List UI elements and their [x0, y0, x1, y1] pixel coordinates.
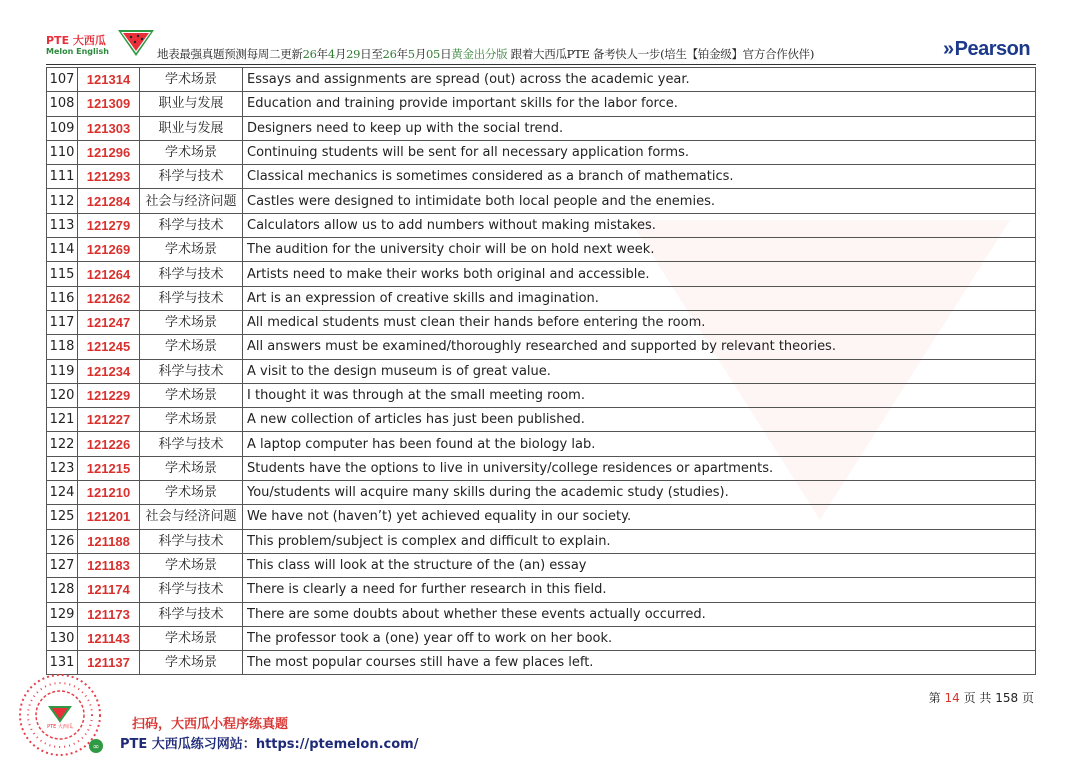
row-number: 129	[47, 602, 78, 626]
table-row	[47, 651, 1036, 675]
row-number: 117	[47, 310, 78, 334]
question-category: 学术场景	[140, 481, 243, 505]
row-number: 131	[47, 651, 78, 675]
question-text: A laptop computer has been found at the biology lab.	[243, 432, 1036, 456]
page-label: 第	[928, 691, 941, 705]
question-category: 科学与技术	[140, 578, 243, 602]
question-category: 科学与技术	[140, 286, 243, 310]
question-text: All medical students must clean their hands before entering the room.	[243, 310, 1036, 334]
question-text: Continuing students will be sent for all necessary application forms.	[243, 140, 1036, 164]
question-id: 121269	[78, 238, 140, 262]
question-text: Castles were designed to intimidate both local people and the enemies.	[243, 189, 1036, 213]
header-edition: 黄金出分版	[451, 47, 508, 61]
question-category: 社会与经济问题	[140, 505, 243, 529]
table-row	[47, 505, 1036, 529]
question-text: Education and training provide important skills for the labor force.	[243, 92, 1036, 116]
question-id: 121264	[78, 262, 140, 286]
question-text: The audition for the university choir will be on hold next week.	[243, 238, 1036, 262]
question-text: The professor took a (one) year off to work on her book.	[243, 626, 1036, 650]
header-banner	[157, 46, 814, 62]
question-text: Art is an expression of creative skills and imagination.	[243, 286, 1036, 310]
table-row	[47, 553, 1036, 577]
question-text: A new collection of articles has just been published.	[243, 408, 1036, 432]
table-row	[47, 626, 1036, 650]
table-row	[47, 140, 1036, 164]
row-number: 111	[47, 165, 78, 189]
table-row	[47, 578, 1036, 602]
question-category: 学术场景	[140, 456, 243, 480]
page-current: 14	[944, 691, 960, 705]
header-divider	[46, 64, 1036, 65]
question-text: We have not (haven’t) yet achieved equality in our society.	[243, 505, 1036, 529]
table-row	[47, 92, 1036, 116]
question-text: There are some doubts about whether these events actually occurred.	[243, 602, 1036, 626]
table-row	[47, 432, 1036, 456]
question-id: 121293	[78, 165, 140, 189]
question-category: 学术场景	[140, 383, 243, 407]
question-category: 科学与技术	[140, 262, 243, 286]
logo-subtitle: Melon English	[46, 47, 109, 56]
question-id: 121143	[78, 626, 140, 650]
question-text: I thought it was through at the small meeting room.	[243, 383, 1036, 407]
question-id: 121188	[78, 529, 140, 553]
question-id: 121303	[78, 116, 140, 140]
footer-scan-prompt: 扫码，大西瓜小程序练真题	[132, 717, 289, 732]
header-label: 月	[414, 47, 427, 61]
row-number: 109	[47, 116, 78, 140]
brand-logo	[46, 26, 161, 66]
table-row	[47, 238, 1036, 262]
question-id: 121210	[78, 481, 140, 505]
header-label: 年	[316, 47, 328, 61]
question-text: This class will look at the structure of the (an) essay	[243, 553, 1036, 577]
page-indicator	[929, 689, 1034, 706]
question-category: 职业与发展	[140, 116, 243, 140]
question-category: 学术场景	[140, 335, 243, 359]
question-text: Designers need to keep up with the social trend.	[243, 116, 1036, 140]
table-row	[47, 383, 1036, 407]
question-category: 科学与技术	[140, 602, 243, 626]
pearson-wordmark: Pearson	[954, 38, 1031, 60]
header-day1: 29	[346, 47, 361, 61]
table-row	[47, 262, 1036, 286]
question-id: 121309	[78, 92, 140, 116]
question-text: Essays and assignments are spread (out) across the academic year.	[243, 68, 1036, 92]
question-id: 121183	[78, 553, 140, 577]
question-id: 121173	[78, 602, 140, 626]
question-table	[46, 67, 1036, 675]
question-category: 科学与技术	[140, 529, 243, 553]
table-row	[47, 481, 1036, 505]
question-id: 121296	[78, 140, 140, 164]
table-row	[47, 335, 1036, 359]
row-number: 126	[47, 529, 78, 553]
table-row	[47, 529, 1036, 553]
question-id: 121227	[78, 408, 140, 432]
table-row	[47, 165, 1036, 189]
page-label: 页	[1021, 691, 1034, 705]
row-number: 118	[47, 335, 78, 359]
row-number: 125	[47, 505, 78, 529]
row-number: 115	[47, 262, 78, 286]
row-number: 113	[47, 213, 78, 237]
question-id: 121226	[78, 432, 140, 456]
logo-title: PTE 大西瓜	[46, 34, 106, 47]
question-id: 121215	[78, 456, 140, 480]
website-link[interactable]: https://ptemelon.com/	[255, 737, 419, 752]
row-number: 116	[47, 286, 78, 310]
question-id: 121201	[78, 505, 140, 529]
question-id: 121262	[78, 286, 140, 310]
question-category: 学术场景	[140, 408, 243, 432]
question-id: 121137	[78, 651, 140, 675]
table-row	[47, 310, 1036, 334]
header-day2: 05	[426, 47, 441, 61]
wechat-icon-glyph: ∞	[92, 742, 100, 751]
question-table-body	[47, 68, 1036, 675]
question-id: 121279	[78, 213, 140, 237]
row-number: 121	[47, 408, 78, 432]
question-category: 社会与经济问题	[140, 189, 243, 213]
question-text: The most popular courses still have a few places left.	[243, 651, 1036, 675]
question-category: 学术场景	[140, 651, 243, 675]
question-category: 学术场景	[140, 68, 243, 92]
question-id: 121229	[78, 383, 140, 407]
page-total: 158	[995, 691, 1019, 705]
question-category: 学术场景	[140, 626, 243, 650]
qr-logo-label: PTE 大西瓜	[47, 724, 73, 730]
row-number: 124	[47, 481, 78, 505]
pearson-logo	[943, 38, 1030, 61]
header-year2: 26	[382, 47, 397, 61]
row-number: 119	[47, 359, 78, 383]
question-category: 科学与技术	[140, 432, 243, 456]
question-id: 121284	[78, 189, 140, 213]
question-id: 121247	[78, 310, 140, 334]
header-update-note: 地表最强真题预测每周二更新	[157, 47, 303, 61]
mini-program-qr-code[interactable]	[12, 670, 108, 760]
question-category: 科学与技术	[140, 213, 243, 237]
question-text: A visit to the design museum is of great value.	[243, 359, 1036, 383]
row-number: 107	[47, 68, 78, 92]
table-row	[47, 602, 1036, 626]
table-row	[47, 359, 1036, 383]
question-text: There is clearly a need for further research in this field.	[243, 578, 1036, 602]
header-label: 日至	[360, 47, 383, 61]
table-row	[47, 456, 1036, 480]
question-text: Classical mechanics is sometimes considered as a branch of mathematics.	[243, 165, 1036, 189]
header-label: 日	[440, 47, 452, 61]
header-year1: 26	[302, 47, 317, 61]
row-number: 127	[47, 553, 78, 577]
question-id: 121174	[78, 578, 140, 602]
question-category: 科学与技术	[140, 359, 243, 383]
row-number: 108	[47, 92, 78, 116]
question-category: 学术场景	[140, 140, 243, 164]
question-id: 121314	[78, 68, 140, 92]
question-category: 科学与技术	[140, 165, 243, 189]
question-text: All answers must be examined/thoroughly researched and supported by relevant theories.	[243, 335, 1036, 359]
table-row	[47, 116, 1036, 140]
header-month2: 5	[407, 47, 415, 61]
row-number: 128	[47, 578, 78, 602]
question-text: Artists need to make their works both original and accessible.	[243, 262, 1036, 286]
question-category: 职业与发展	[140, 92, 243, 116]
question-category: 学术场景	[140, 310, 243, 334]
table-row	[47, 408, 1036, 432]
table-row	[47, 68, 1036, 92]
row-number: 112	[47, 189, 78, 213]
header-label: 月	[334, 47, 347, 61]
footer-website-label: PTE 大西瓜练习网站：	[120, 737, 256, 752]
row-number: 114	[47, 238, 78, 262]
row-number: 110	[47, 140, 78, 164]
question-category: 学术场景	[140, 553, 243, 577]
watermelon-icon	[116, 26, 156, 58]
question-text: You/students will acquire many skills during the academic study (studies).	[243, 481, 1036, 505]
page-label: 页 共	[963, 691, 992, 705]
question-id: 121234	[78, 359, 140, 383]
question-category: 学术场景	[140, 238, 243, 262]
question-text: This problem/subject is complex and difficult to explain.	[243, 529, 1036, 553]
table-row	[47, 213, 1036, 237]
row-number: 120	[47, 383, 78, 407]
header-slogan: 跟着大西瓜PTE 备考快人一步(培生【铂金级】官方合作伙伴)	[510, 47, 815, 61]
row-number: 123	[47, 456, 78, 480]
row-number: 130	[47, 626, 78, 650]
question-id: 121245	[78, 335, 140, 359]
footer-website	[120, 733, 418, 752]
pearson-mark-icon: »	[943, 38, 954, 60]
table-row	[47, 286, 1036, 310]
header-month1: 4	[327, 47, 335, 61]
table-row	[47, 189, 1036, 213]
question-text: Calculators allow us to add numbers without making mistakes.	[243, 213, 1036, 237]
row-number: 122	[47, 432, 78, 456]
header-label: 年	[396, 47, 408, 61]
question-text: Students have the options to live in university/college residences or apartments.	[243, 456, 1036, 480]
